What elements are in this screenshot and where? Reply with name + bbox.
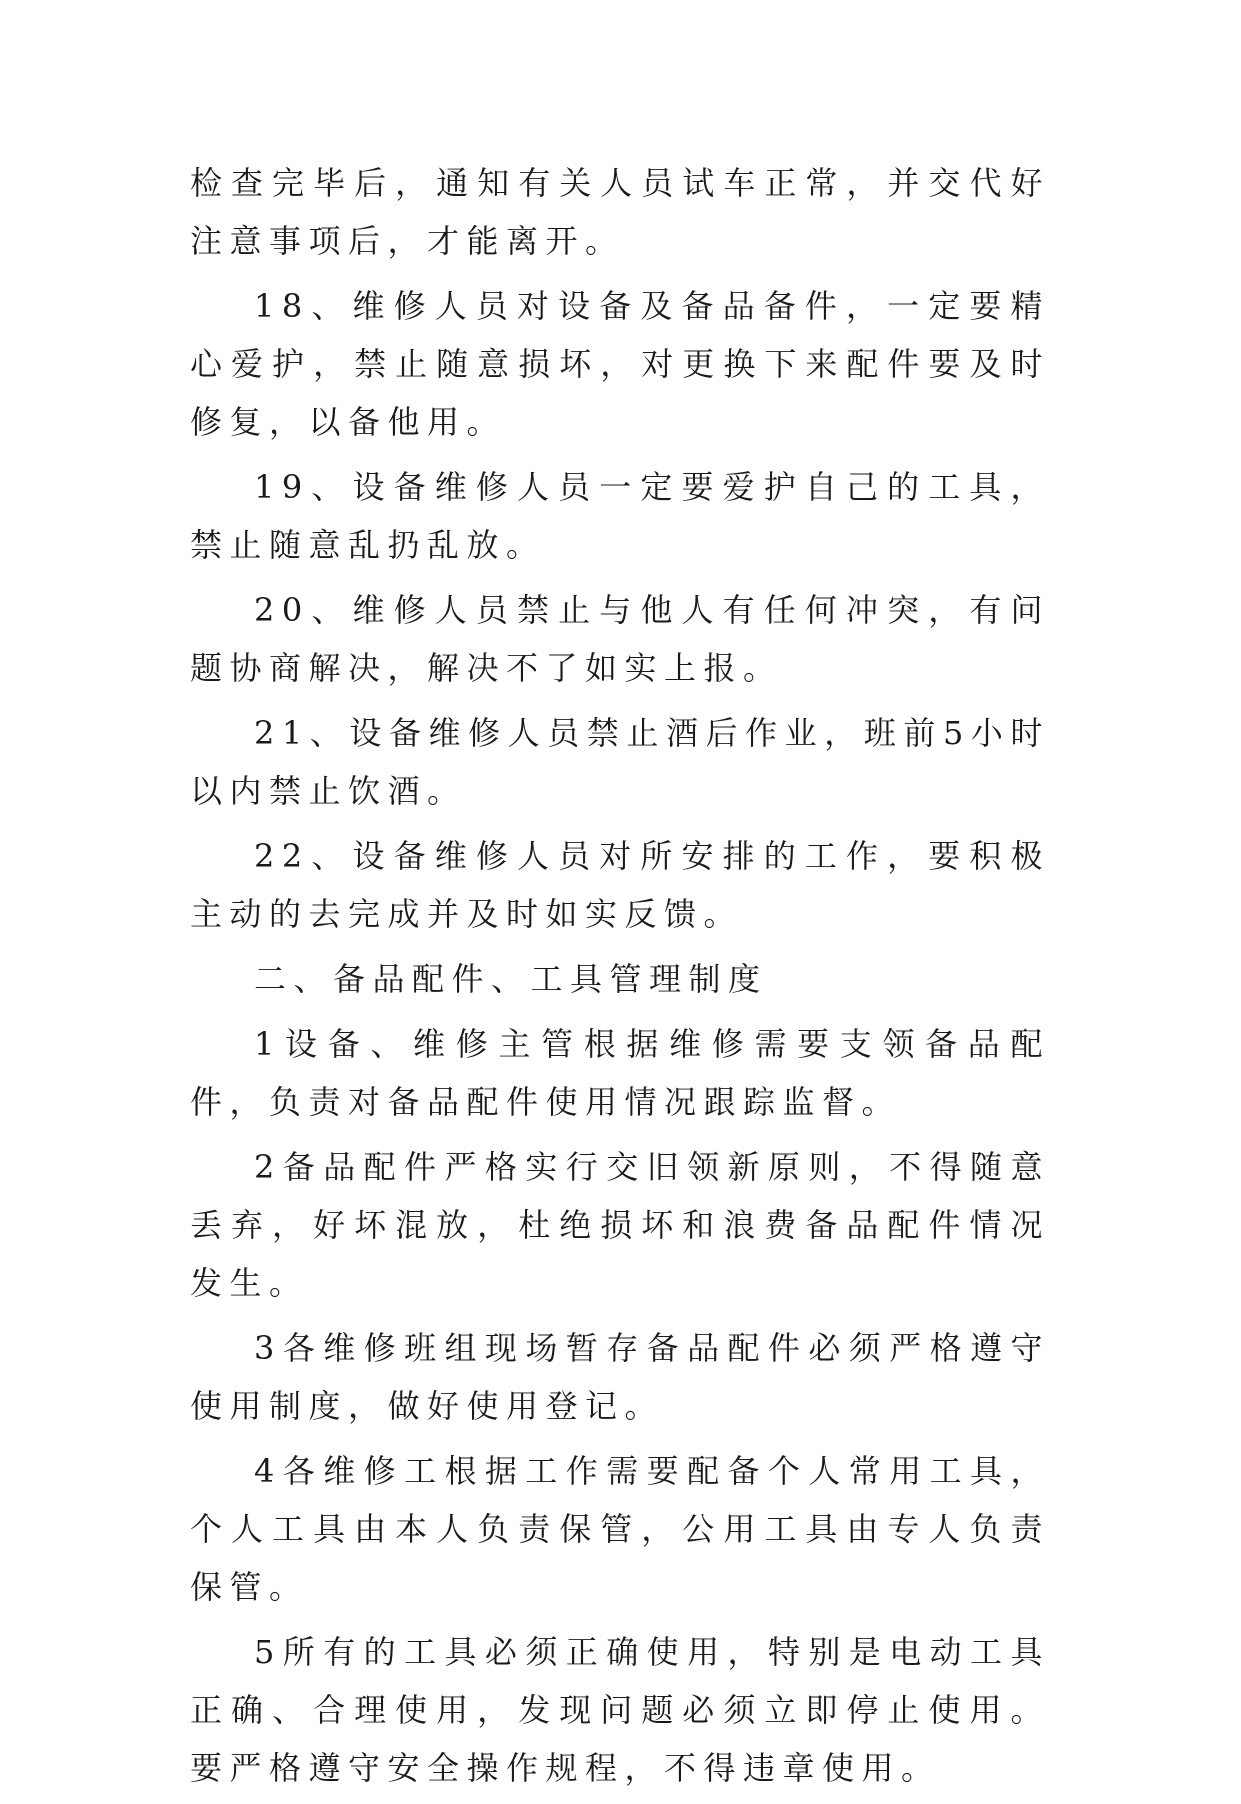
paragraph-item-20: 20、维修人员禁止与他人有任何冲突，有问题协商解决，解决不了如实上报。: [190, 591, 1050, 687]
section-heading: 二、备品配件、工具管理制度: [254, 960, 768, 998]
paragraph-rule-2: 2备品配件严格实行交旧领新原则，不得随意丢弃，好坏混放，杜绝损坏和浪费备品配件情况发生。: [190, 1148, 1050, 1302]
paragraph-item-18: 18、维修人员对设备及备品备件，一定要精心爱护，禁止随意损坏，对更换下来配件要及时修复，以备他用。: [190, 287, 1050, 441]
paragraph-continuation: 检查完毕后，通知有关人员试车正常，并交代好注意事项后，才能离开。: [190, 164, 1050, 260]
paragraph-rule-5: 5所有的工具必须正确使用，特别是电动工具正确、合理使用，发现问题必须立即停止使用。要严格遵守安全操作规程，不得违章使用。: [190, 1633, 1050, 1787]
paragraph-rule-4: 4各维修工根据工作需要配备个人常用工具，个人工具由本人负责保管，公用工具由专人负责保管。: [190, 1452, 1050, 1606]
paragraph-item-19: 19、设备维修人员一定要爱护自己的工具，禁止随意乱扔乱放。: [190, 468, 1050, 564]
paragraph-item-21: 21、设备维修人员禁止酒后作业，班前5小时以内禁止饮酒。: [190, 714, 1050, 810]
paragraph-item-22: 22、设备维修人员对所安排的工作，要积极主动的去完成并及时如实反馈。: [190, 837, 1050, 933]
paragraph-rule-3: 3各维修班组现场暂存备品配件必须严格遵守使用制度，做好使用登记。: [190, 1329, 1050, 1425]
document-body: [190, 154, 1050, 1804]
paragraph-rule-1: 1设备、维修主管根据维修需要支领备品配件，负责对备品配件使用情况跟踪监督。: [190, 1025, 1050, 1121]
